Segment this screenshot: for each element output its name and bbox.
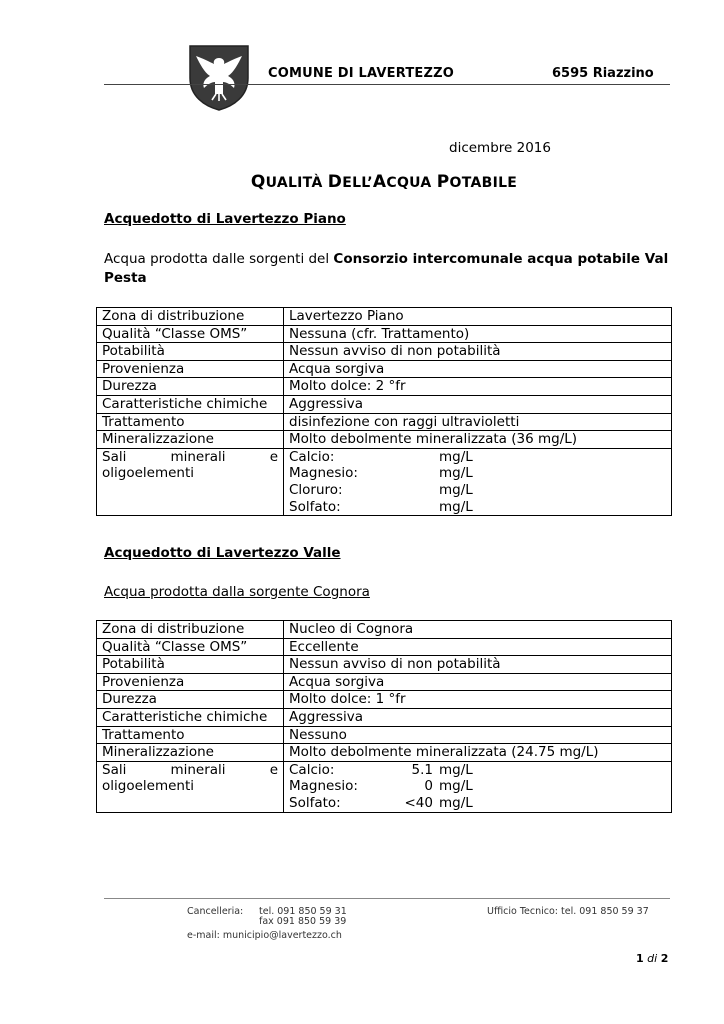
intro-consortium: Consorzio intercomunale acqua potabile Val Pesta <box>104 251 669 286</box>
row-key: Potabilità <box>97 656 284 674</box>
salt-unit: mg/L <box>439 465 473 482</box>
table-row <box>97 656 672 674</box>
salt-value <box>399 499 439 516</box>
row-value: Molto dolce: 2 °fr <box>284 378 672 396</box>
municipality-name: COMUNE DI LAVERTEZZO <box>268 66 455 81</box>
table-row <box>97 673 672 691</box>
row-value: Eccellente <box>284 638 672 656</box>
salt-line <box>289 449 666 466</box>
salt-line <box>289 778 666 795</box>
title-initial: D <box>327 172 343 192</box>
table-row <box>97 343 672 361</box>
salts-values <box>284 448 672 515</box>
table-row <box>97 360 672 378</box>
row-key: Provenienza <box>97 673 284 691</box>
salt-line <box>289 465 666 482</box>
table-row <box>97 378 672 396</box>
salt-value: <40 <box>404 794 433 811</box>
section-heading: Acquedotto di Lavertezzo Valle <box>104 545 341 561</box>
salts-key-word: e <box>269 761 278 778</box>
salts-key-line <box>102 762 278 779</box>
row-key: Qualità “Classe OMS” <box>97 638 284 656</box>
salt-name: Cloruro: <box>289 481 343 498</box>
row-key: Potabilità <box>97 343 284 361</box>
row-value: Nessuno <box>284 726 672 744</box>
salts-key-word: oligoelementi <box>102 465 195 482</box>
salt-value <box>399 465 439 482</box>
intro-text: Acqua prodotta dalle sorgenti del <box>104 251 334 267</box>
salt-name: Solfato: <box>289 498 341 515</box>
title-initial: Q <box>250 172 266 192</box>
page-current: 1 <box>636 952 644 965</box>
row-key: Durezza <box>97 691 284 709</box>
table-row <box>97 691 672 709</box>
table-row <box>97 621 672 639</box>
footer-technical-office: Ufficio Tecnico: tel. 091 850 59 37 <box>487 906 649 917</box>
footer-fax: fax 091 850 59 39 <box>259 916 347 927</box>
salt-name: Magnesio: <box>289 778 358 795</box>
row-key <box>97 761 284 812</box>
row-key: Caratteristiche chimiche <box>97 395 284 413</box>
document-date: dicembre 2016 <box>449 140 551 156</box>
row-value: disinfezione con raggi ultravioletti <box>284 413 672 431</box>
row-key: Qualità “Classe OMS” <box>97 325 284 343</box>
document-title: QUALITÀ DELL’ACQUA POTABILE <box>250 172 518 192</box>
salt-line <box>289 482 666 499</box>
table-row <box>97 708 672 726</box>
page-number <box>636 952 668 965</box>
row-value: Nessun avviso di non potabilità <box>284 656 672 674</box>
salt-value: 5.1 <box>411 761 433 778</box>
section-intro <box>104 250 670 288</box>
salt-value <box>399 449 439 466</box>
row-value: Aggressiva <box>284 395 672 413</box>
salt-unit: mg/L <box>439 794 473 811</box>
row-key: Zona di distribuzione <box>97 621 284 639</box>
table-row <box>97 395 672 413</box>
row-key: Trattamento <box>97 726 284 744</box>
page-sep: di <box>647 952 658 965</box>
row-key: Provenienza <box>97 360 284 378</box>
header-rule <box>104 84 670 85</box>
salt-unit: mg/L <box>439 778 473 795</box>
table-row <box>97 431 672 449</box>
salts-values <box>284 761 672 812</box>
row-value: Acqua sorgiva <box>284 673 672 691</box>
table-row <box>97 413 672 431</box>
salt-unit: mg/L <box>439 448 473 465</box>
salts-key-word: oligoelementi <box>102 778 195 795</box>
row-key: Zona di distribuzione <box>97 308 284 326</box>
title-initial: A <box>372 172 387 192</box>
water-quality-table <box>96 307 672 516</box>
salt-value <box>399 482 439 499</box>
salt-name: Magnesio: <box>289 465 358 482</box>
row-value: Molto debolmente mineralizzata (24.75 mg/L) <box>284 744 672 762</box>
row-key: Mineralizzazione <box>97 744 284 762</box>
table-row <box>97 638 672 656</box>
row-key: Mineralizzazione <box>97 431 284 449</box>
table-row <box>97 744 672 762</box>
title-initial: P <box>436 172 450 192</box>
salts-key-word: minerali <box>170 761 226 778</box>
municipal-crest-icon <box>188 44 250 112</box>
salts-key-word: Sali <box>102 448 127 465</box>
row-value: Nessuna (cfr. Trattamento) <box>284 325 672 343</box>
salt-line <box>289 499 666 516</box>
footer-email: e-mail: municipio@lavertezzo.ch <box>187 930 342 941</box>
row-value: Aggressiva <box>284 708 672 726</box>
table-row <box>97 308 672 326</box>
row-value: Lavertezzo Piano <box>284 308 672 326</box>
salt-value: 0 <box>424 778 433 795</box>
salts-key-word: e <box>269 448 278 465</box>
salt-unit: mg/L <box>439 761 473 778</box>
row-key: Caratteristiche chimiche <box>97 708 284 726</box>
salts-key-word: Sali <box>102 761 127 778</box>
salt-unit: mg/L <box>439 498 473 515</box>
salts-key-line <box>102 449 278 466</box>
footer-cancelleria-label: Cancelleria: <box>187 906 244 917</box>
row-key: Trattamento <box>97 413 284 431</box>
salt-unit: mg/L <box>439 481 473 498</box>
row-value: Nucleo di Cognora <box>284 621 672 639</box>
salt-name: Solfato: <box>289 794 341 811</box>
row-value: Molto debolmente mineralizzata (36 mg/L) <box>284 431 672 449</box>
table-row-salts <box>97 448 672 515</box>
row-value: Molto dolce: 1 °fr <box>284 691 672 709</box>
salts-key-word: minerali <box>170 448 226 465</box>
page-total: 2 <box>660 952 669 965</box>
table-row <box>97 325 672 343</box>
footer-phone: tel. 091 850 59 31 <box>259 906 347 917</box>
row-key <box>97 448 284 515</box>
row-value: Nessun avviso di non potabilità <box>284 343 672 361</box>
water-quality-table <box>96 620 672 813</box>
section-intro: Acqua prodotta dalla sorgente Cognora <box>104 584 370 600</box>
salt-line <box>289 795 666 812</box>
row-value: Acqua sorgiva <box>284 360 672 378</box>
salt-name: Calcio: <box>289 448 335 465</box>
salt-name: Calcio: <box>289 761 335 778</box>
salt-line <box>289 762 666 779</box>
row-key: Durezza <box>97 378 284 396</box>
footer-rule <box>104 898 670 899</box>
section-heading: Acquedotto di Lavertezzo Piano <box>104 211 346 227</box>
table-row <box>97 726 672 744</box>
postal-locality: 6595 Riazzino <box>552 66 654 81</box>
table-row-salts <box>97 761 672 812</box>
